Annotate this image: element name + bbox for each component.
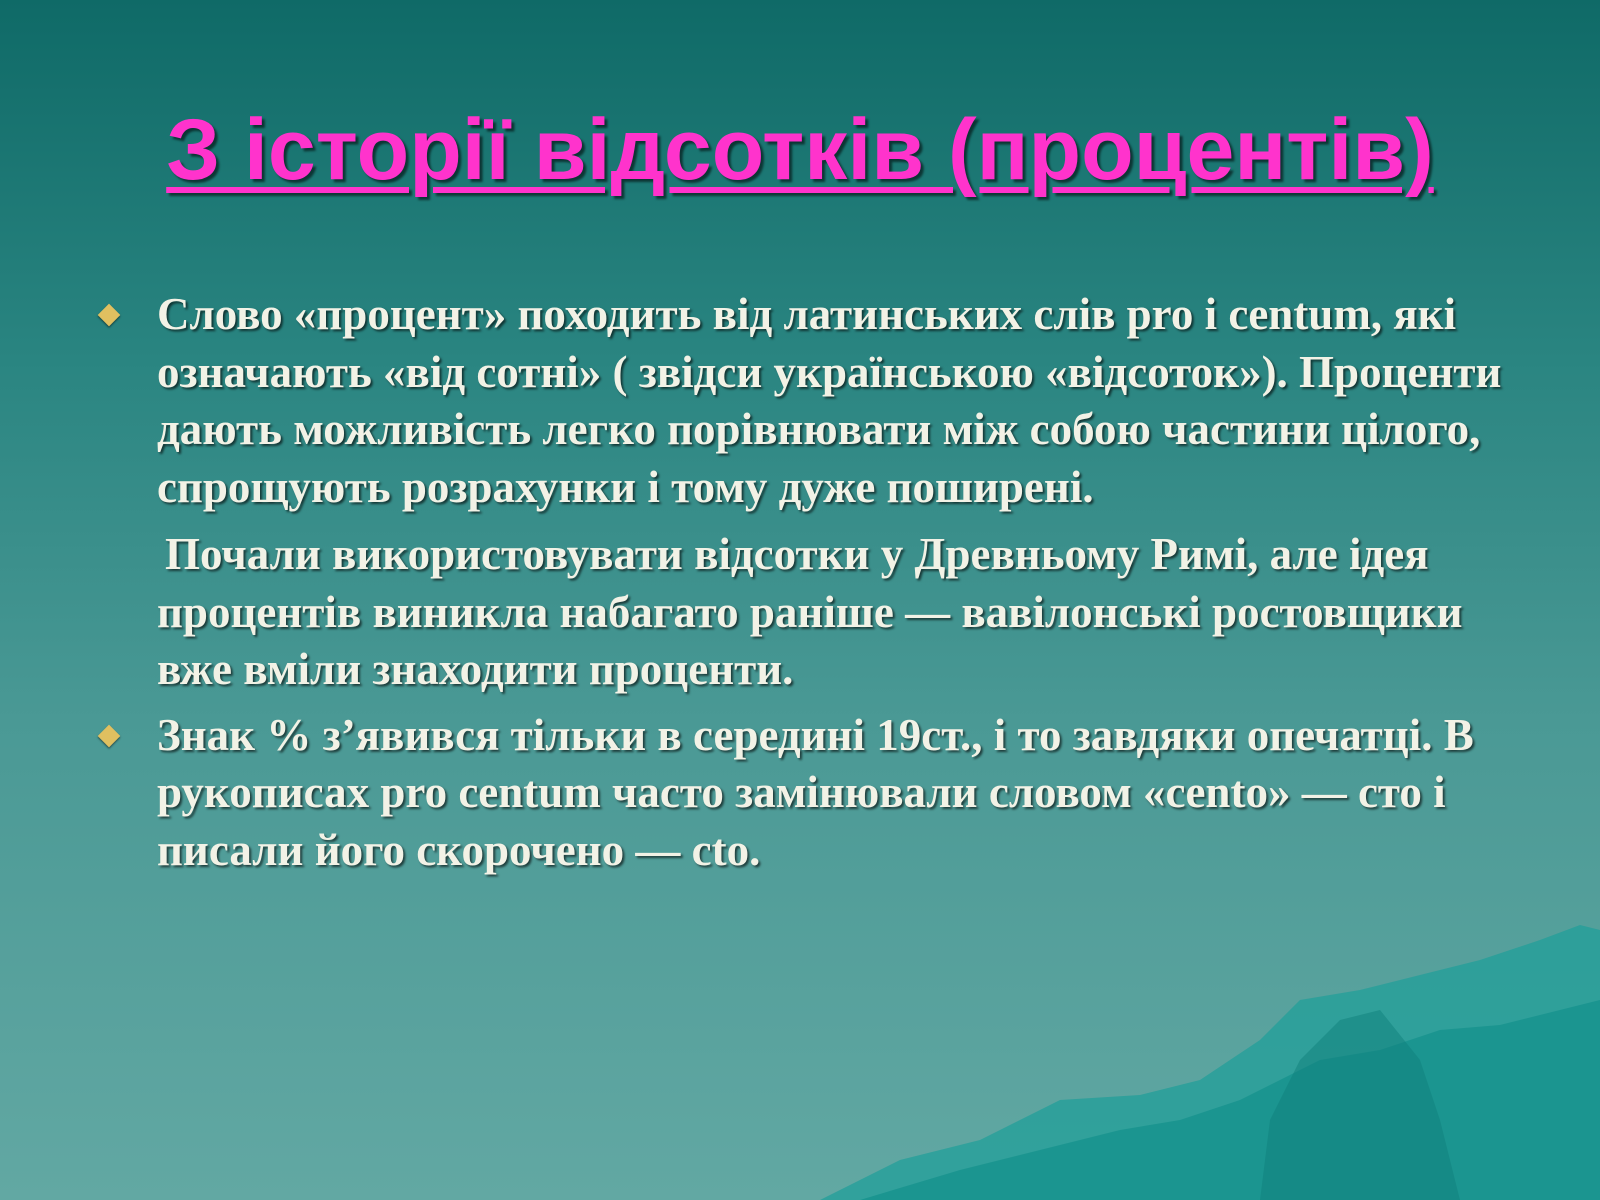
- bullet-continuation-1: Почали використовувати відсотки у Древньому Римі, але ідея процентів виникла набагато раніше — вавілонські ростовщики вже вміли знаходити проценти.: [157, 529, 1463, 694]
- slide-content: [95, 286, 1505, 879]
- mountain-shadow: [1260, 1010, 1460, 1200]
- bullet-text-2: Знак % з’явився тільки в середині 19ст., і то завдяки опечатці. В рукописах pro centum часто замінювали словом «cento» — сто і писали його скорочено — cto.: [157, 709, 1474, 875]
- bullet-text-1: Слово «процент» походить від латинських слів pro і centum, які означають «від сотні» ( звідси українською «відсоток»). Проценти дають можливість легко порівнювати між собою частини цілого, спрощують розрахунки і тому дуже поширені.: [157, 289, 1502, 512]
- mountain-front: [860, 1000, 1600, 1200]
- diamond-bullet-icon: [98, 724, 121, 747]
- slide-title: З історії відсотків (процентів): [166, 102, 1434, 198]
- diamond-bullet-icon: [98, 304, 121, 327]
- bullet-item-2: [95, 707, 1505, 880]
- bullet-item-1: [95, 286, 1505, 516]
- mountain-back: [820, 925, 1600, 1200]
